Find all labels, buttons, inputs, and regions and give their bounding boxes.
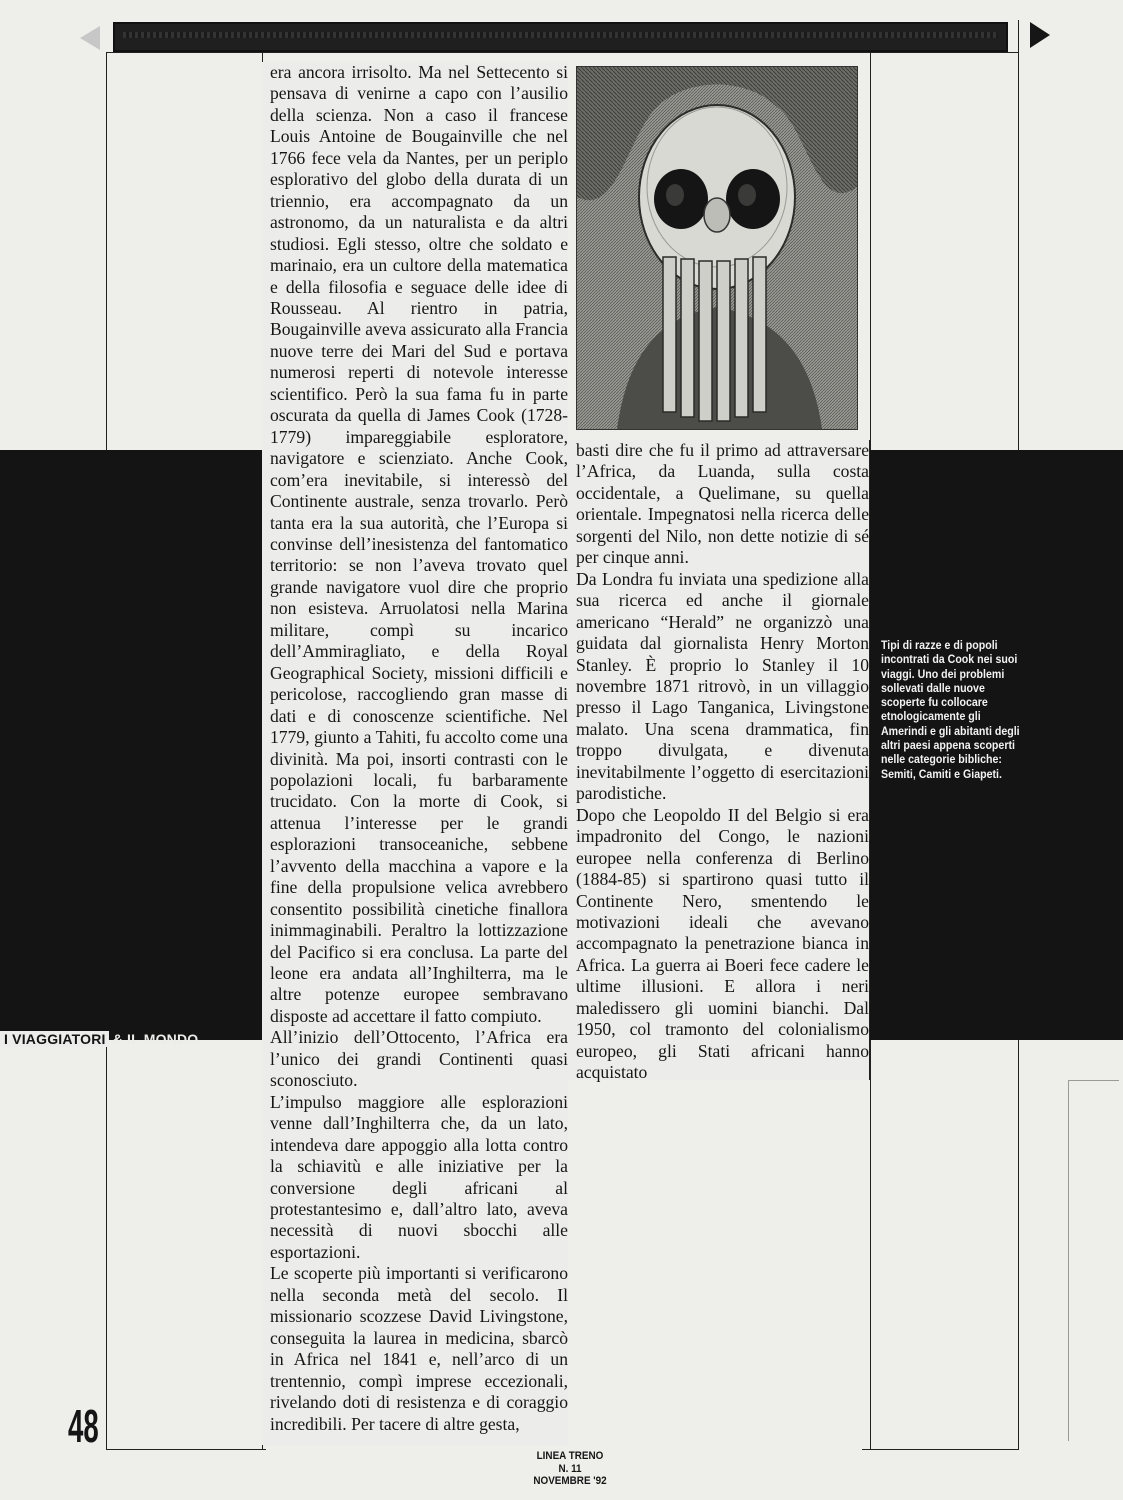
- section-label: [0, 1028, 198, 1050]
- frame-bottom-line: [106, 1449, 266, 1450]
- bleed-through-box: [1068, 1080, 1119, 1441]
- section-label-part1: I VIAGGIATORI: [0, 1031, 109, 1047]
- footer-publication: [510, 1450, 630, 1488]
- frame-top-line: [106, 52, 1019, 53]
- frame-right-line-lower: [1018, 1040, 1019, 1450]
- footer-issue: N. 11: [558, 1462, 582, 1475]
- image-caption: Tipi di razze e di popoli incontrati da Cook nei suoi viaggi. Uno dei problemi sollevati dalle nuove scoperte fu collocare etnologicamente gli Amerindi e gli abitanti degli altri paesi appena scoperti nelle categorie bibliche: Semiti, Camiti e Giapeti.: [881, 638, 1020, 781]
- paragraph: Da Londra fu inviata una spedizione alla sua ricerca ed anche il giornale americano “Herald” ne organizzò una guidata dal giornalista Henry Morton Stanley. È proprio lo Stanley il 10 novembre 1871 ritrovò, in un villaggio presso il Lago Tanganica, Livingstone malato. Una scena drammatica, fin troppo divulgata, e divenuta inevitabilmente l’oggetto di esercitazioni parodistiche.: [576, 568, 869, 804]
- paragraph: Dopo che Leopoldo II del Belgio si era impadronito del Congo, le nazioni europee nella conferenza di Berlino (1884-85) si spartirono quasi tutto il Continente Nero, smentendo le motivazioni ideali che avevano accompagnato la penetrazione bianca in Africa. La guerra ai Boeri fece cadere le ultime illusioni. E allora i neri maledissero gli uomini bianchi. Dal 1950, col tramonto del colonialismo europeo, gli Stati africani hanno acquistato: [576, 804, 869, 1083]
- footer-date: NOVEMBRE '92: [533, 1475, 607, 1487]
- article-column-left: [262, 62, 568, 1445]
- article-column-right: [568, 440, 870, 1083]
- frame-right-line: [1018, 20, 1019, 450]
- frame-bottom-line-right: [862, 1449, 1018, 1450]
- header-bar: [113, 22, 1008, 52]
- frame-left-line: [106, 52, 107, 450]
- frame-left-line-lower: [106, 1040, 107, 1450]
- footer-title: LINEA TRENO: [536, 1450, 604, 1462]
- paragraph: Le scoperte più importanti si verificarono nella seconda metà del secolo. Il missionario scozzese David Livingstone, conseguita la laurea in medicina, sbarcò in Africa nel 1841 e, nell’arco di un trentennio, compì imprese eccezionali, rivelando doti di resistenza e di coraggio incredibili. Per tacere di altre gesta,: [270, 1263, 568, 1434]
- section-label-part2: & IL MONDO: [112, 1031, 199, 1047]
- arrow-right-icon: [1030, 22, 1050, 48]
- page-number: 48: [68, 1400, 99, 1452]
- masked-figure-engraving: [576, 66, 858, 430]
- arrow-left-icon: [80, 26, 100, 50]
- paragraph: basti dire che fu il primo ad attraversare l’Africa, da Luanda, sulla costa occidentale, a Quelimane, su quella orientale. Impegnatosi nella ricerca delle sorgenti del Nilo, non dette notizie di sé per cinque anni.: [576, 440, 869, 568]
- paragraph: All’inizio dell’Ottocento, l’Africa era l’unico dei grandi Continenti quasi sconosciuto.: [270, 1027, 568, 1091]
- paragraph: L’impulso maggiore alle esplorazioni venne dall’Inghilterra che, da un lato, intendeva dare appoggio alla lotta contro la schiavitù e alle iniziative per la conversione degli africani al protestantesimo e, dall’altro lato, aveva necessità di nuovi sbocchi alle esportazioni.: [270, 1091, 568, 1262]
- engraving-art: [577, 67, 857, 429]
- paragraph: era ancora irrisolto. Ma nel Settecento si pensava di venirne a capo con l’ausilio della scienza. Non a caso il francese Louis Antoine de Bougainville che nel 1766 fece vela da Nantes, per un periplo esplorativo del globo della durata di un triennio, era accompagnato da un astronomo, da un naturalista e da altri studiosi. Egli stesso, oltre che soldato e marinaio, era un cultore della matematica e della filosofia e seguace delle idee di Rousseau. Al rientro in patria, Bougainville aveva assicurato alla Francia nuove terre dei Mari del Sud e portava numerosi reperti di notevole interesse scientifico. Però la sua fama fu in parte oscurata da quella di James Cook (1728-1779) impareggiabile esploratore, navigatore e scienziato. Anche Cook, com’era inevitabile, si interessò del Continente australe, senza trovarlo. Però tanta era la sua autorità, che l’Europa si convinse dell’inesistenza del fantomatico territorio: se non l’aveva trovato quel grande navigatore vuol dire che proprio non esisteva. Arruolatosi nella Marina militare, compì su incarico dell’Ammiragliato, e della Royal Geographical Society, missioni difficili e pericolose, raccogliendo gran masse di dati e di conoscenze scientifiche. Nel 1779, giunto a Tahiti, fu accolto come una divinità. Ma poi, insorti contrasti con le popolazioni locali, fu barbaramente trucidato. Con la morte di Cook, si attenua l’interesse per le grandi esplorazioni transoceaniche, sebbene l’avvento della macchina a vapore e la fine della propulsione velica avrebbero consentito possibilità cinetiche finallora inimmaginabili. Peraltro la lottizzazione del Pacifico si era conclusa. La parte del leone era andata all’Inghilterra, ma le altre potenze europee sembravano disposte ad accettare il fatto compiuto.: [270, 62, 569, 1026]
